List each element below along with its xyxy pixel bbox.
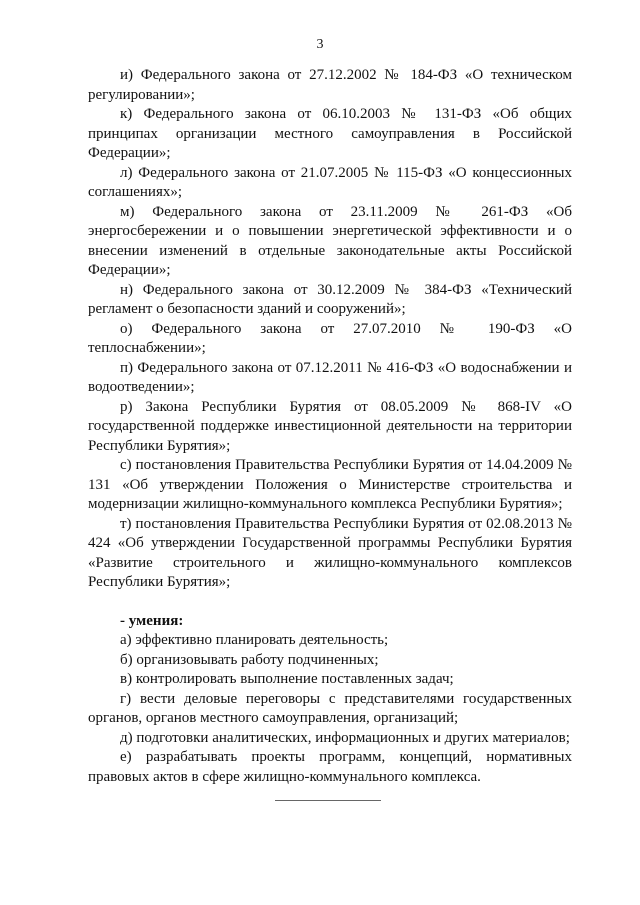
skill-item: б) организовывать работу подчиненных; <box>120 651 379 668</box>
page-number: 3 <box>316 37 324 52</box>
skill-item: а) эффективно планировать деятельность; <box>120 632 389 648</box>
law-item: о) Федерального закона от 27.07.2010 № 190-ФЗ «О теплоснабжении»; <box>88 320 572 356</box>
skill-item: в) контролировать выполнение поставленных задач; <box>120 671 454 687</box>
skills-heading: - умения: <box>120 612 184 629</box>
skill-item: е) разрабатывать проекты программ, концепций, нормативных правовых актов в сфере жилищно-коммунального комплекса. <box>88 749 572 785</box>
law-item: н) Федерального закона от 30.12.2009 № 384-ФЗ «Технический регламент о безопасности зданий и сооружений»; <box>88 281 572 317</box>
document-body <box>88 66 572 787</box>
law-item: с) постановления Правительства Республики Бурятия от 14.04.2009 № 131 «Об утверждении Положения о Министерстве строительства и модернизации жилищно-коммунального комплекса Республики Бурятия»; <box>88 457 572 512</box>
law-item: м) Федерального закона от 23.11.2009 № 261-ФЗ «Об энергосбережении и о повышении энергетической эффективности и о внесении изменений в отдельные законодательные акты Российской Федерации»; <box>88 203 572 278</box>
section-gap <box>88 593 572 612</box>
law-item: т) постановления Правительства Республики Бурятия от 02.08.2013 № 424 «Об утверждении Государственной программы Республики Бурятия «Развитие строительного и жилищно-коммунального комплексов Республики Бурятия»; <box>88 515 572 590</box>
skill-item: д) подготовки аналитических, информационных и других материалов; <box>120 729 570 746</box>
law-item: п) Федерального закона от 07.12.2011 № 416-ФЗ «О водоснабжении и водоотведении»; <box>88 359 572 395</box>
footer-divider <box>275 800 381 801</box>
skill-item: г) вести деловые переговоры с представителями государственных органов, органов местного самоуправления, организаций; <box>88 690 572 726</box>
law-item: и) Федерального закона от 27.12.2002 № 184-ФЗ «О техническом регулировании»; <box>88 67 572 103</box>
law-item: к) Федерального закона от 06.10.2003 № 131-ФЗ «Об общих принципах организации местного самоуправления в Российской Федерации»; <box>88 106 572 161</box>
law-item: р) Закона Республики Бурятия от 08.05.2009 № 868-IV «О государственной поддержке инвестиционной деятельности на территории Республики Бурятия»; <box>88 398 572 454</box>
law-item: л) Федерального закона от 21.07.2005 № 115-ФЗ «О концессионных соглашениях»; <box>88 164 572 200</box>
